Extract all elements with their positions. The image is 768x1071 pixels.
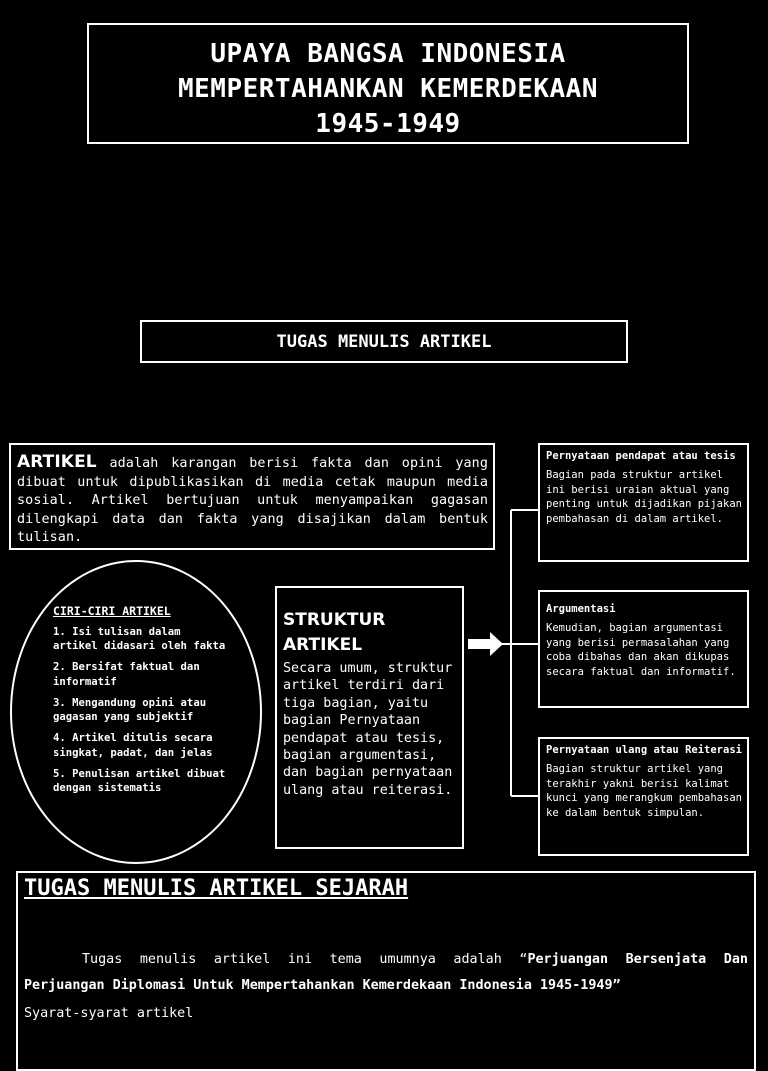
characteristic-item: 5. Penulisan artikel dibuat dengan sistematis xyxy=(53,767,226,794)
part-thesis-box xyxy=(538,443,749,562)
title-line-3: 1945-1949 xyxy=(315,109,461,139)
right-arrow-icon xyxy=(468,632,504,656)
part-argument-box xyxy=(538,590,749,708)
history-assignment-box xyxy=(16,871,756,1071)
characteristic-item: 2. Bersifat faktual dan informatif xyxy=(53,661,200,688)
structure-connector xyxy=(500,500,540,800)
assignment-requirements-label: Syarat-syarat artikel xyxy=(24,1006,194,1021)
part-body: Bagian struktur artikel yang terakhir yakni berisi kalimat kunci yang merangkum pembahasan ke dalam bentuk simpulan. xyxy=(546,763,742,819)
characteristics-title: CIRI-CIRI ARTIKEL xyxy=(53,604,171,618)
structure-title-line-2: ARTIKEL xyxy=(283,634,363,655)
structure-title xyxy=(283,608,456,657)
history-assignment-title: TUGAS MENULIS ARTIKEL SEJARAH xyxy=(24,876,409,901)
part-body: Bagian pada struktur artikel ini berisi uraian aktual yang penting untuk dijadikan pijakan pembahasan di dalam artikel. xyxy=(546,469,742,525)
assignment-intro: Tugas menulis artikel ini tema umumnya adalah “ xyxy=(82,952,528,967)
structure-title-line-1: STRUKTUR xyxy=(283,610,386,630)
part-title: Pernyataan ulang atau Reiterasi xyxy=(546,744,742,756)
definition-term: ARTIKEL xyxy=(17,452,97,472)
part-title: Pernyataan pendapat atau tesis xyxy=(546,450,736,462)
definition-box xyxy=(9,443,495,550)
title-line-1: UPAYA BANGSA INDONESIA xyxy=(210,39,566,69)
structure-box xyxy=(275,586,464,849)
characteristics-list xyxy=(53,604,228,802)
definition-text: adalah karangan berisi fakta dan opini yang dibuat untuk dipublikasikan di media cetak maupun media sosial. Artikel bertujuan untuk menyampaikan gagasan dilengkapi data dan fakta yang disajikan dalam bentuk tulisan. xyxy=(17,456,488,545)
assignment-theme: Perjuangan Bersenjata Dan Perjuangan Diplomasi Untuk Mempertahankan Kemerdekaan Indonesia 1945-1949” xyxy=(24,952,748,993)
page-title xyxy=(87,23,689,144)
section-subtitle xyxy=(140,320,628,363)
characteristic-item: 3. Mengandung opini atau gagasan yang subjektif xyxy=(53,696,207,723)
title-line-2: MEMPERTAHANKAN KEMERDEKAAN xyxy=(178,74,598,104)
subtitle-text: TUGAS MENULIS ARTIKEL xyxy=(276,332,492,352)
characteristic-item: 4. Artikel ditulis secara singkat, padat, dan jelas xyxy=(53,732,213,759)
part-title: Argumentasi xyxy=(546,603,616,615)
part-reiteration-box xyxy=(538,737,749,856)
structure-body: Secara umum, struktur artikel terdiri dari tiga bagian, yaitu bagian Pernyataan pendapat atau tesis, bagian argumentasi, dan bagian pernyataan ulang atau reiterasi. xyxy=(283,661,453,798)
part-body: Kemudian, bagian argumentasi yang berisi permasalahan yang coba dibahas dan akan dikupas secara faktual dan informatif. xyxy=(546,622,736,678)
history-assignment-body xyxy=(24,947,748,999)
characteristic-item: 1. Isi tulisan dalam artikel didasari oleh fakta xyxy=(53,625,226,652)
